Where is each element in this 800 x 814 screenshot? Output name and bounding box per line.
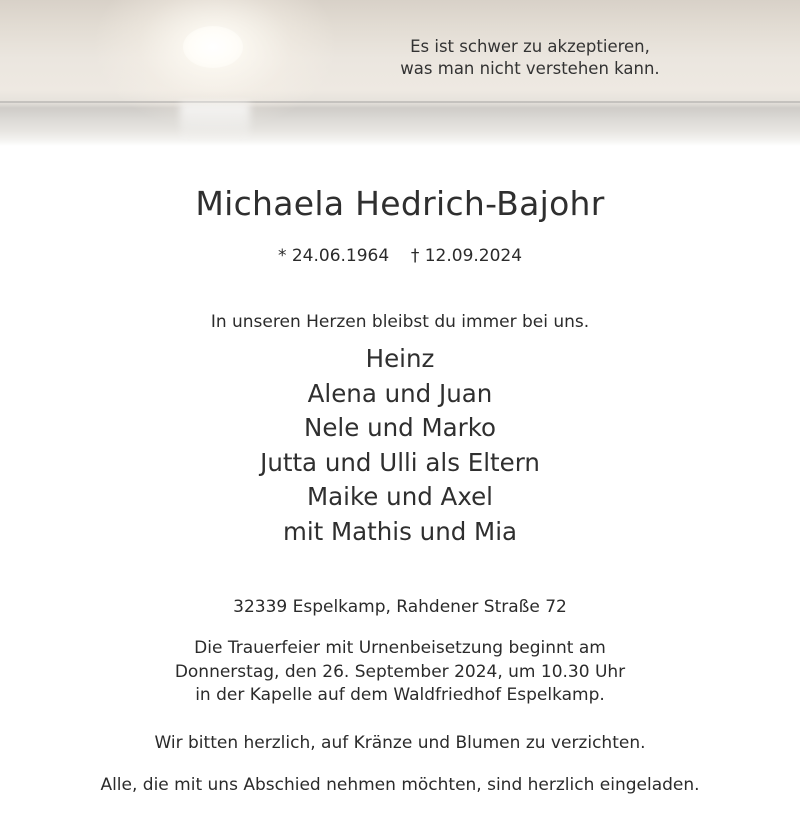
motto-text [350,36,710,80]
motto-line-2: was man nicht verstehen kann. [400,59,660,78]
death-date: † 12.09.2024 [410,246,523,266]
mourner-entry: mit Mathis und Mia [282,516,518,546]
ceremony-line: Donnerstag, den 26. September 2024, um 10.30 Uhr [174,661,626,682]
motto-line-1: Es ist schwer zu akzeptieren, [410,37,650,56]
mourner-entry: Nele und Marko [304,413,496,443]
family-address: 32339 Espelkamp, Rahdener Straße 72 [233,597,567,617]
ceremony-line: Die Trauerfeier mit Urnenbeisetzung beginnt am [194,638,606,658]
mourner-entry: Alena und Juan [307,378,493,408]
mourner-entry: Heinz [365,344,435,373]
ceremony-line: in der Kapelle auf dem Waldfriedhof Espelkamp. [195,685,605,705]
life-dates [0,244,800,268]
deceased-name: Michaela Hedrich-Bajohr [195,184,605,223]
date-separator [389,246,411,266]
mourner-entry: Maike und Axel [307,482,493,512]
sun-icon [183,26,243,68]
flowers-request: Wir bitten herzlich, auf Kränze und Blumen zu verzichten. [154,733,646,753]
mourners-list [0,342,800,550]
ceremony-details [0,637,800,708]
memorial-quote: In unseren Herzen bleibst du immer bei uns. [210,312,590,332]
sun-reflection [180,103,250,143]
birth-date: * 24.06.1964 [277,246,390,266]
horizon-line [0,101,800,103]
sunset-sea-header-image [0,0,800,146]
mourner-entry: Jutta und Ulli als Eltern [260,447,540,477]
farewell-invitation: Alle, die mit uns Abschied nehmen möchten, sind herzlich eingeladen. [100,775,700,795]
